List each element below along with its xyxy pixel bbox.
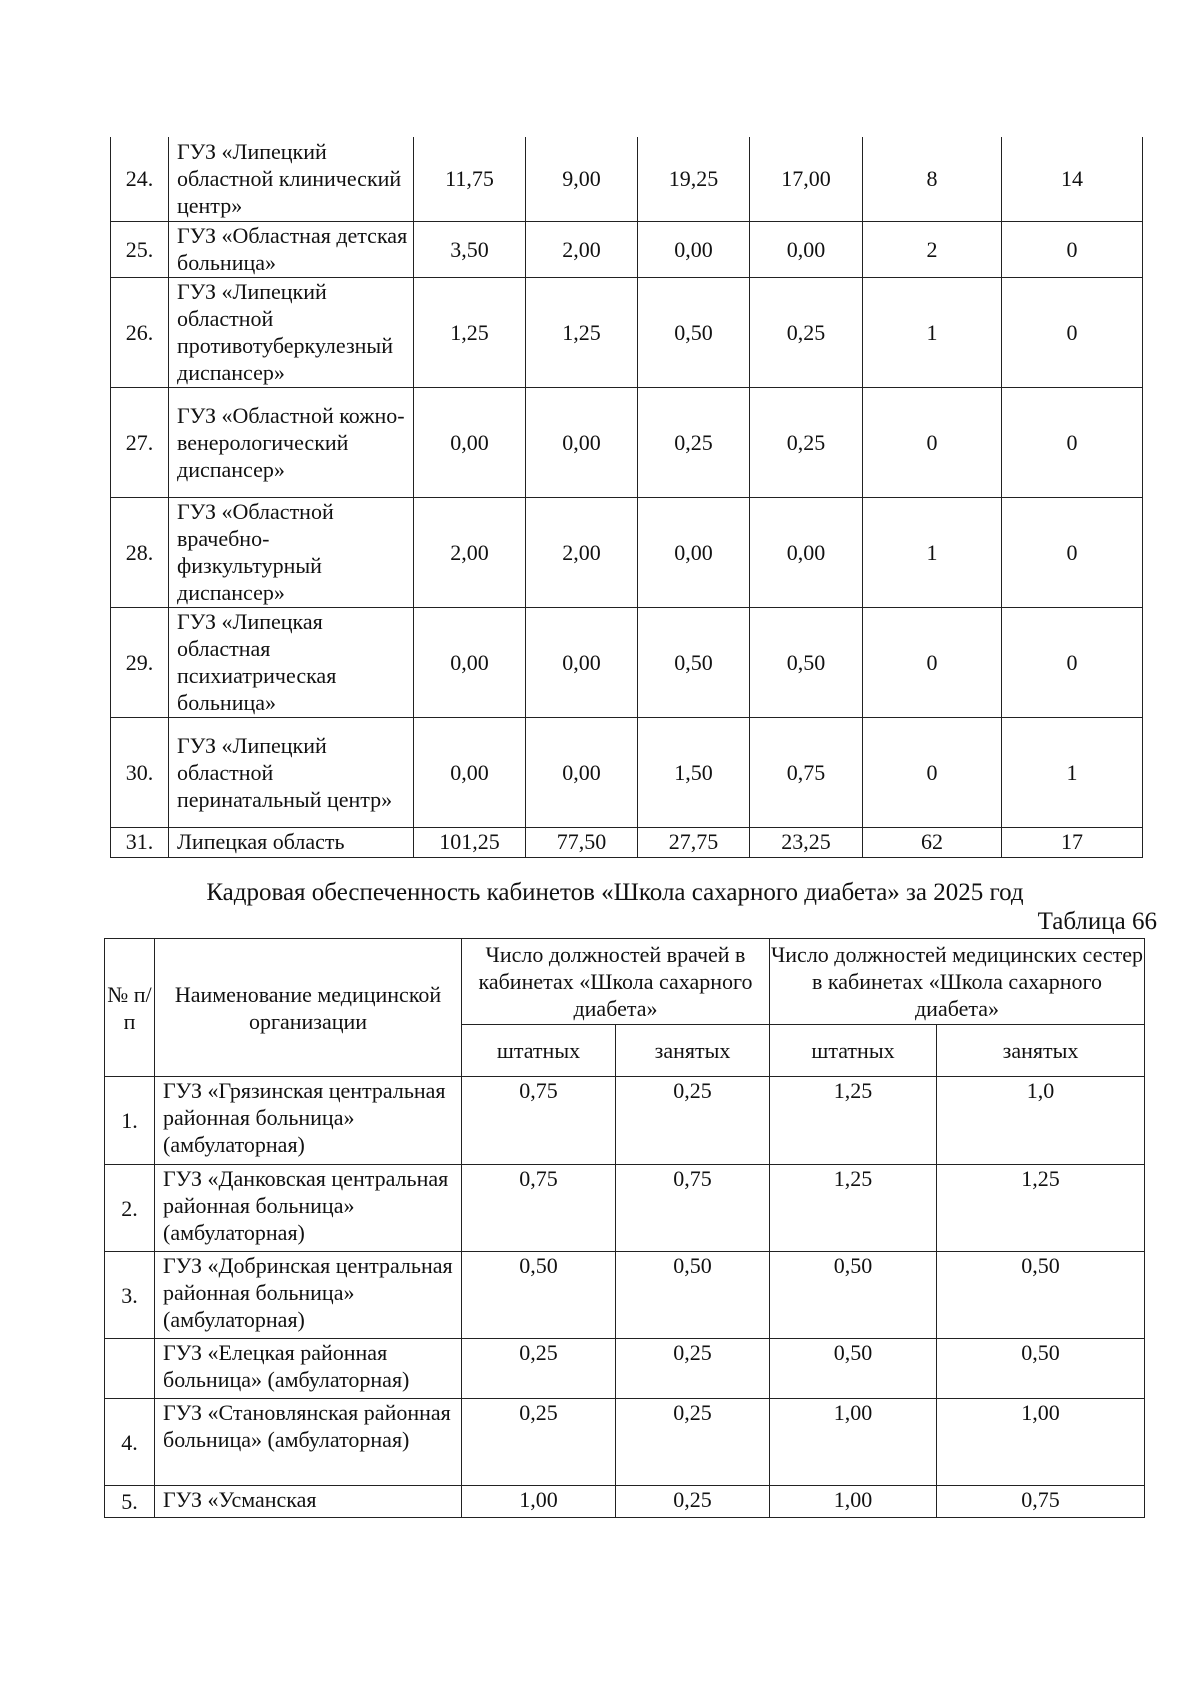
org-name: ГУЗ «Елецкая районная больница» (амбулаторная) — [155, 1339, 462, 1399]
org-name: ГУЗ «Становлянская районная больница» (амбулаторная) — [155, 1399, 462, 1486]
table-row: 25. ГУЗ «Областная детская больница» 3,50 2,00 0,00 0,00 2 0 — [111, 221, 1143, 277]
table-row: 29. ГУЗ «Липецкая областная психиатрическая больница» 0,00 0,00 0,50 0,50 0 0 — [111, 607, 1143, 717]
table-row: 27. ГУЗ «Областной кожно-венерологический диспансер» 0,00 0,00 0,25 0,25 0 0 — [111, 387, 1143, 497]
table-row: 4. ГУЗ «Становлянская районная больница» (амбулаторная) 0,25 0,25 1,00 1,00 — [105, 1399, 1145, 1486]
org-name: ГУЗ «Данковская центральная районная больница» (амбулаторная) — [155, 1165, 462, 1252]
org-name: ГУЗ «Липецкий областной клинический центр» — [169, 137, 414, 221]
table-row: 5. ГУЗ «Усманская 1,00 0,25 1,00 0,75 — [105, 1486, 1145, 1518]
table-header-row — [105, 939, 1145, 1025]
table-row: 28. ГУЗ «Областной врачебно-физкультурный диспансер» 2,00 2,00 0,00 0,00 1 0 — [111, 497, 1143, 607]
org-name: ГУЗ «Областной врачебно-физкультурный диспансер» — [169, 497, 414, 607]
col-header-occupied: занятых — [937, 1025, 1145, 1077]
org-name: ГУЗ «Усманская — [155, 1486, 462, 1518]
col-header-staff: штатных — [770, 1025, 937, 1077]
table-row: 2. ГУЗ «Данковская центральная районная больница» (амбулаторная) 0,75 0,75 1,25 1,25 — [105, 1165, 1145, 1252]
org-name: Липецкая область — [169, 827, 414, 857]
table-row: 24. ГУЗ «Липецкий областной клинический центр» 11,75 9,00 19,25 17,00 8 14 — [111, 137, 1143, 221]
col-header-nurses: Число должностей медицинских сестер в кабинетах «Школа сахарного диабета» — [770, 939, 1145, 1025]
org-name: ГУЗ «Областная детская больница» — [169, 221, 414, 277]
table-row: 3. ГУЗ «Добринская центральная районная больница» (амбулаторная) 0,50 0,50 0,50 0,50 — [105, 1252, 1145, 1339]
org-name: ГУЗ «Грязинская центральная районная больница» (амбулаторная) — [155, 1077, 462, 1165]
table-number: Таблица 66 — [1037, 908, 1157, 935]
org-name: ГУЗ «Липецкая областная психиатрическая больница» — [169, 607, 414, 717]
col-header-name: Наименование медицинской организации — [155, 939, 462, 1077]
col-header-occupied: занятых — [616, 1025, 770, 1077]
table-row: 30. ГУЗ «Липецкий областной перинатальный центр» 0,00 0,00 1,50 0,75 0 1 — [111, 717, 1143, 827]
diabetes-school-staffing-table — [104, 938, 1145, 1518]
staffing-table-continued — [110, 137, 1143, 858]
table-caption: Кадровая обеспеченность кабинетов «Школа сахарного диабета» за 2025 год — [206, 879, 1024, 906]
col-header-num: № п/п — [105, 939, 155, 1077]
org-name: ГУЗ «Областной кожно-венерологический диспансер» — [169, 387, 414, 497]
org-name: ГУЗ «Добринская центральная районная больница» (амбулаторная) — [155, 1252, 462, 1339]
col-header-staff: штатных — [462, 1025, 616, 1077]
col-header-doctors: Число должностей врачей в кабинетах «Школа сахарного диабета» — [462, 939, 770, 1025]
table-row: 26. ГУЗ «Липецкий областной противотуберкулезный диспансер» 1,25 1,25 0,50 0,25 1 0 — [111, 277, 1143, 387]
org-name: ГУЗ «Липецкий областной противотуберкулезный диспансер» — [169, 277, 414, 387]
total-row: 31. Липецкая область 101,25 77,50 27,75 23,25 62 17 — [111, 827, 1143, 857]
table-row: ГУЗ «Елецкая районная больница» (амбулаторная) 0,25 0,25 0,50 0,50 — [105, 1339, 1145, 1399]
table-row: 1. ГУЗ «Грязинская центральная районная больница» (амбулаторная) 0,75 0,25 1,25 1,0 — [105, 1077, 1145, 1165]
org-name: ГУЗ «Липецкий областной перинатальный центр» — [169, 717, 414, 827]
